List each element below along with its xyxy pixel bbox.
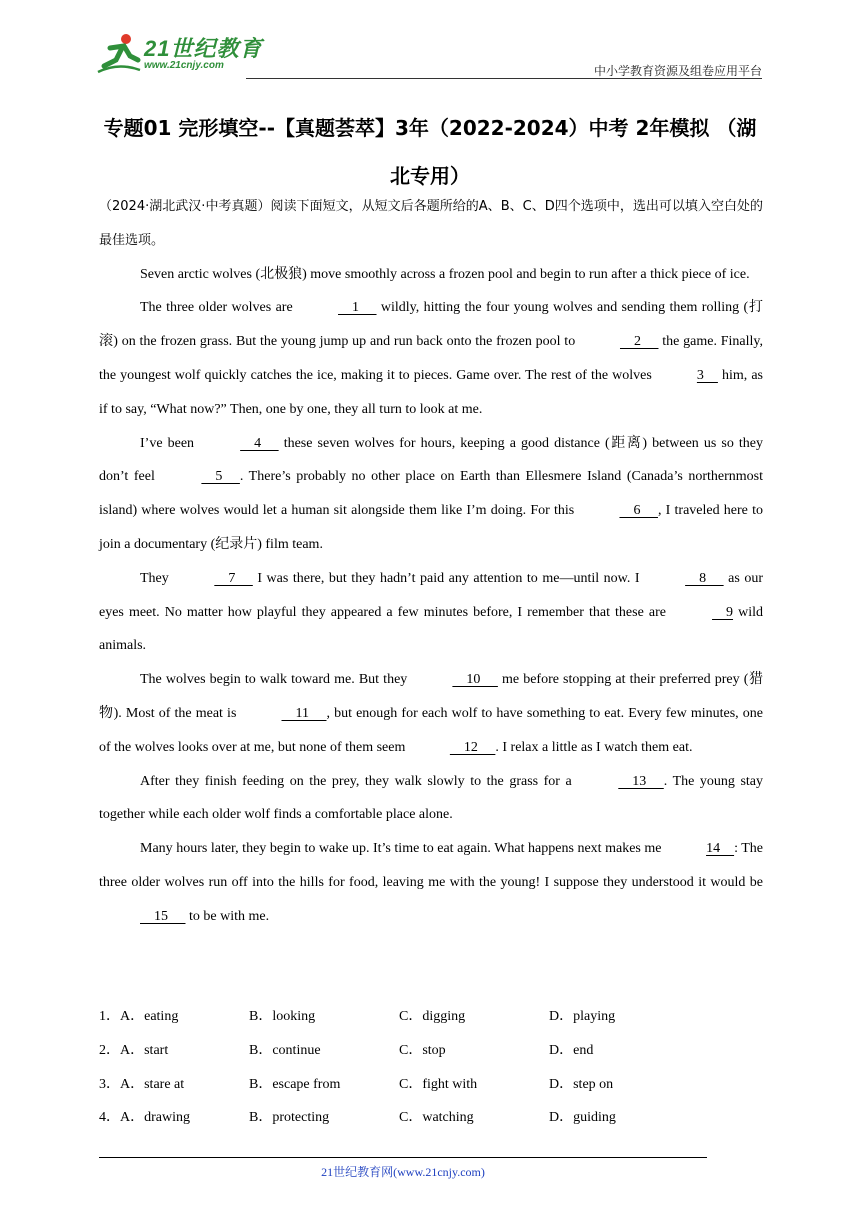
paragraph-text: The three older wolves are	[140, 300, 298, 316]
paragraph-text: Many hours later, they begin to wake up. It’s time to eat again. What happens next makes me	[140, 841, 666, 857]
option-d: D．end	[549, 1042, 594, 1058]
option-d: D．guiding	[549, 1110, 616, 1126]
answer-blank: 3	[696, 367, 718, 383]
option-row	[99, 1101, 763, 1135]
passage-paragraph	[99, 562, 763, 663]
paragraph-text: I’ve been	[140, 435, 200, 451]
option-row	[99, 1068, 763, 1102]
paragraph-text: Seven arctic wolves (北极狼) move smoothly across a frozen pool and begin to run after a thick piece of ice.	[140, 266, 750, 282]
page-header	[96, 30, 762, 80]
option-row	[99, 1034, 763, 1068]
logo-text: 21世纪教育	[144, 36, 263, 61]
option-b: B．protecting	[249, 1110, 330, 1126]
paragraph-text: . The young stay together while each older wolf finds a comfortable place alone.	[99, 773, 763, 823]
option-c: C．watching	[399, 1110, 474, 1126]
answer-blank: 10	[452, 672, 498, 688]
option-d: D．step on	[549, 1076, 614, 1092]
paragraph-text: They	[140, 570, 174, 586]
answer-blank: 11	[281, 705, 327, 721]
passage-paragraph	[99, 765, 763, 833]
passage-paragraphs	[99, 258, 763, 934]
option-b: B．continue	[249, 1042, 321, 1058]
paragraph-text: wild animals.	[99, 604, 763, 654]
answer-blank: 15	[140, 908, 186, 924]
answer-blank: 6	[619, 503, 658, 519]
answer-blank: 8	[685, 570, 724, 586]
passage-paragraph	[99, 427, 763, 562]
option-a: 4．A．drawing	[99, 1110, 190, 1126]
footer-divider	[99, 1157, 707, 1158]
option-c: C．fight with	[399, 1076, 478, 1092]
logo-subtext: www.21cnjy.com	[144, 60, 224, 71]
answer-options	[99, 1000, 763, 1135]
paragraph-text: : The three older wolves run off into the hills for food, leaving me with the young! I suppose they understood it would be	[99, 841, 763, 890]
paragraph-text: The wolves begin to walk toward me. But they	[140, 672, 412, 688]
passage	[99, 190, 763, 934]
paragraph-text: as our eyes meet. No matter how playful they appeared a few minutes before, I remember that these are	[99, 570, 764, 620]
paragraph-text: wildly, hitting the four young wolves and sending them rolling (打滚) on the frozen grass. But the young jump up and run back onto the frozen pool to	[99, 300, 763, 350]
question-intro: （2024·湖北武汉·中考真题）阅读下面短文，从短文后各题所给的A、B、C、D四个选项中，选出可以填入空白处的最佳选项。	[99, 199, 763, 248]
paragraph-text: to be with me.	[185, 908, 270, 924]
paragraph-text: the game. Finally, the youngest wolf quickly catches the ice, making it to pieces. Game over. The rest of the wolves	[99, 334, 763, 383]
answer-blank: 13	[618, 773, 664, 789]
title-line-1: 专题01 完形填空--【真题荟萃】3年（2022-2024）中考 2年模拟 （湖	[103, 116, 757, 140]
option-row	[99, 1000, 763, 1034]
logo	[96, 30, 266, 76]
footer-text: 21世纪教育网(www.21cnjy.com)	[321, 1165, 485, 1179]
option-a: 1．A．eating	[99, 1009, 179, 1024]
answer-blank: 1	[338, 300, 377, 316]
answer-blank: 9	[712, 604, 734, 620]
option-a: 2．A．start	[99, 1042, 169, 1058]
option-b: B．escape from	[249, 1076, 341, 1092]
header-divider	[246, 78, 762, 79]
answer-blank: 12	[449, 739, 496, 755]
option-c: C．digging	[399, 1009, 466, 1024]
paragraph-text: these seven wolves for hours, keeping a good distance (距离) between us so they don’t feel	[99, 435, 764, 485]
answer-blank: 7	[214, 570, 253, 586]
paragraph-text: I was there, but they hadn’t paid any attention to me—until now. I	[252, 570, 645, 586]
paragraph-text: me before stopping at their preferred prey (猎物). Most of the meat is	[99, 672, 763, 721]
page-title	[96, 104, 764, 200]
runner-logo-icon	[96, 32, 142, 74]
header-platform-text: 中小学教育资源及组卷应用平台	[593, 64, 762, 78]
passage-paragraph	[99, 291, 763, 426]
option-d: D．playing	[549, 1009, 616, 1024]
paragraph-text: . I relax a little as I watch them eat.	[495, 739, 693, 755]
answer-blank: 14	[706, 841, 735, 857]
paragraph-text: , I traveled here to join a documentary (纪录片) film team.	[99, 503, 763, 552]
paragraph-text: After they finish feeding on the prey, they walk slowly to the grass for a	[140, 773, 578, 789]
paragraph-text: . There’s probably no other place on Earth than Ellesmere Island (Canada’s northernmost island) where wolves would let a human sit alongside them like I’m doing. For this	[99, 469, 764, 519]
passage-paragraph	[99, 832, 763, 933]
answer-blank: 2	[619, 334, 659, 350]
option-b: B．looking	[249, 1009, 316, 1024]
title-line-2: 北专用）	[390, 164, 470, 188]
option-a: 3．A．stare at	[99, 1076, 185, 1092]
answer-blank: 4	[240, 435, 279, 451]
option-c: C．stop	[399, 1042, 446, 1058]
answer-blank: 5	[201, 469, 240, 485]
paragraph-text: , but enough for each wolf to have something to eat. Every few minutes, one of the wolves looks over at me, but none of them seem	[99, 705, 763, 755]
passage-paragraph	[99, 663, 763, 764]
paragraph-text: him, as if to say, “What now?” Then, one by one, they all turn to look at me.	[99, 367, 763, 417]
passage-paragraph	[99, 258, 763, 292]
